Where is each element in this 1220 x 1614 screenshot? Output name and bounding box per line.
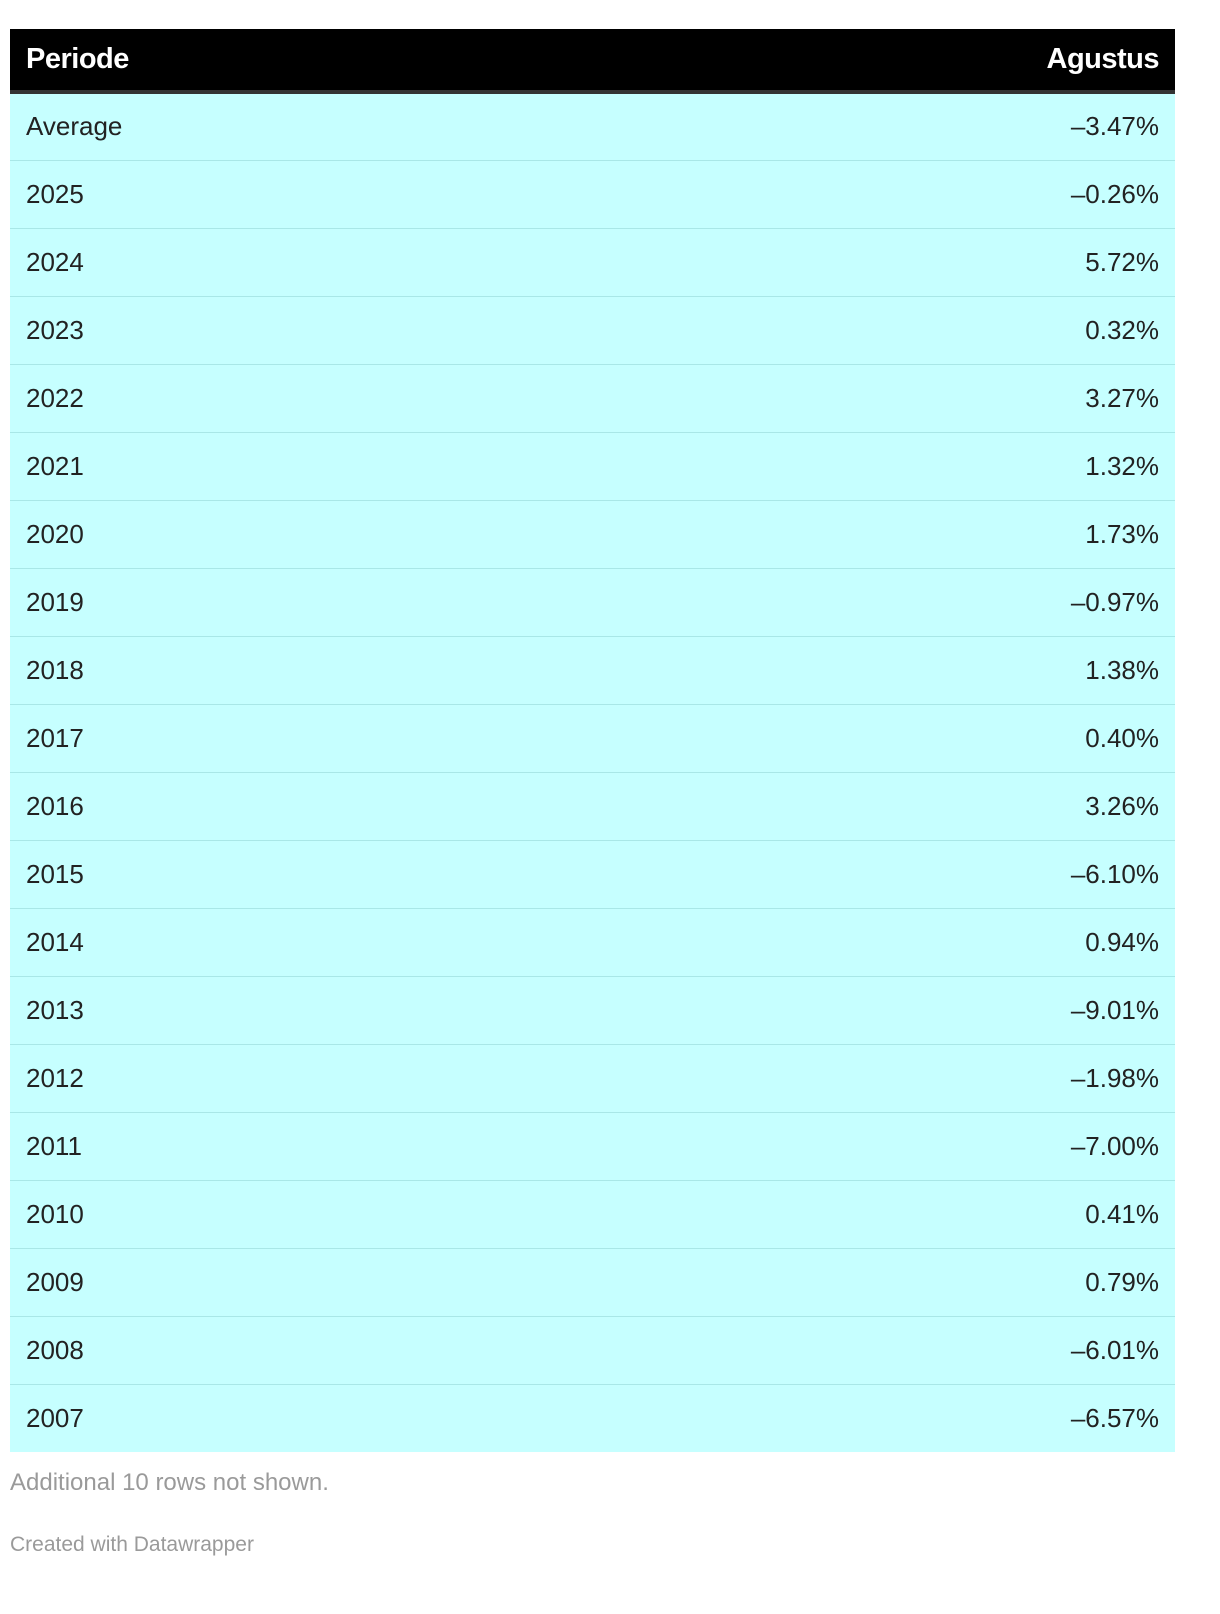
cell-agustus-value: 3.26% <box>593 772 1176 840</box>
table-row <box>10 432 1175 500</box>
cell-agustus-value: 0.40% <box>593 704 1176 772</box>
table-row <box>10 908 1175 976</box>
cell-periode: 2020 <box>10 500 593 568</box>
data-table <box>10 29 1175 1452</box>
cell-agustus-value: –7.00% <box>593 1112 1176 1180</box>
cell-periode: 2016 <box>10 772 593 840</box>
cell-agustus-value: –0.26% <box>593 160 1176 228</box>
table-row <box>10 1044 1175 1112</box>
table-row <box>10 1384 1175 1452</box>
column-header-agustus[interactable]: Agustus <box>593 29 1176 92</box>
table-row <box>10 364 1175 432</box>
header-row <box>10 29 1175 92</box>
table-row <box>10 1248 1175 1316</box>
table-row <box>10 500 1175 568</box>
cell-periode: 2022 <box>10 364 593 432</box>
cell-agustus-value: –1.98% <box>593 1044 1176 1112</box>
cell-periode: 2010 <box>10 1180 593 1248</box>
table-row <box>10 1112 1175 1180</box>
cell-agustus-value: 1.38% <box>593 636 1176 704</box>
cell-agustus-value: 0.32% <box>593 296 1176 364</box>
cell-agustus-value: 0.41% <box>593 1180 1176 1248</box>
table-row <box>10 296 1175 364</box>
cell-agustus-value: –6.10% <box>593 840 1176 908</box>
cell-periode: 2011 <box>10 1112 593 1180</box>
cell-agustus-value: 1.32% <box>593 432 1176 500</box>
cell-periode: Average <box>10 92 593 160</box>
cell-agustus-value: –9.01% <box>593 976 1176 1044</box>
cell-agustus-value: –3.47% <box>593 92 1176 160</box>
table-container <box>10 29 1175 1452</box>
table-row <box>10 636 1175 704</box>
column-header-periode[interactable]: Periode <box>10 29 593 92</box>
table-row <box>10 840 1175 908</box>
table-row <box>10 92 1175 160</box>
cell-agustus-value: 0.94% <box>593 908 1176 976</box>
table-row <box>10 568 1175 636</box>
table-body <box>10 92 1175 1452</box>
cell-periode: 2024 <box>10 228 593 296</box>
table-row <box>10 228 1175 296</box>
cell-periode: 2018 <box>10 636 593 704</box>
cell-periode: 2023 <box>10 296 593 364</box>
table-row <box>10 772 1175 840</box>
table-row <box>10 1180 1175 1248</box>
cell-periode: 2013 <box>10 976 593 1044</box>
table-row <box>10 976 1175 1044</box>
cell-agustus-value: –0.97% <box>593 568 1176 636</box>
table-row <box>10 1316 1175 1384</box>
cell-periode: 2007 <box>10 1384 593 1452</box>
datawrapper-credit: Created with Datawrapper <box>10 1533 254 1556</box>
cell-agustus-value: 5.72% <box>593 228 1176 296</box>
cell-periode: 2008 <box>10 1316 593 1384</box>
cell-agustus-value: 3.27% <box>593 364 1176 432</box>
cell-periode: 2012 <box>10 1044 593 1112</box>
cell-periode: 2014 <box>10 908 593 976</box>
cell-periode: 2019 <box>10 568 593 636</box>
table-row <box>10 160 1175 228</box>
cell-periode: 2021 <box>10 432 593 500</box>
cell-periode: 2009 <box>10 1248 593 1316</box>
cell-agustus-value: 0.79% <box>593 1248 1176 1316</box>
rows-hidden-note: Additional 10 rows not shown. <box>10 1469 329 1496</box>
cell-agustus-value: 1.73% <box>593 500 1176 568</box>
cell-agustus-value: –6.01% <box>593 1316 1176 1384</box>
cell-periode: 2017 <box>10 704 593 772</box>
table-row <box>10 704 1175 772</box>
cell-periode: 2015 <box>10 840 593 908</box>
cell-agustus-value: –6.57% <box>593 1384 1176 1452</box>
table-header <box>10 29 1175 92</box>
cell-periode: 2025 <box>10 160 593 228</box>
